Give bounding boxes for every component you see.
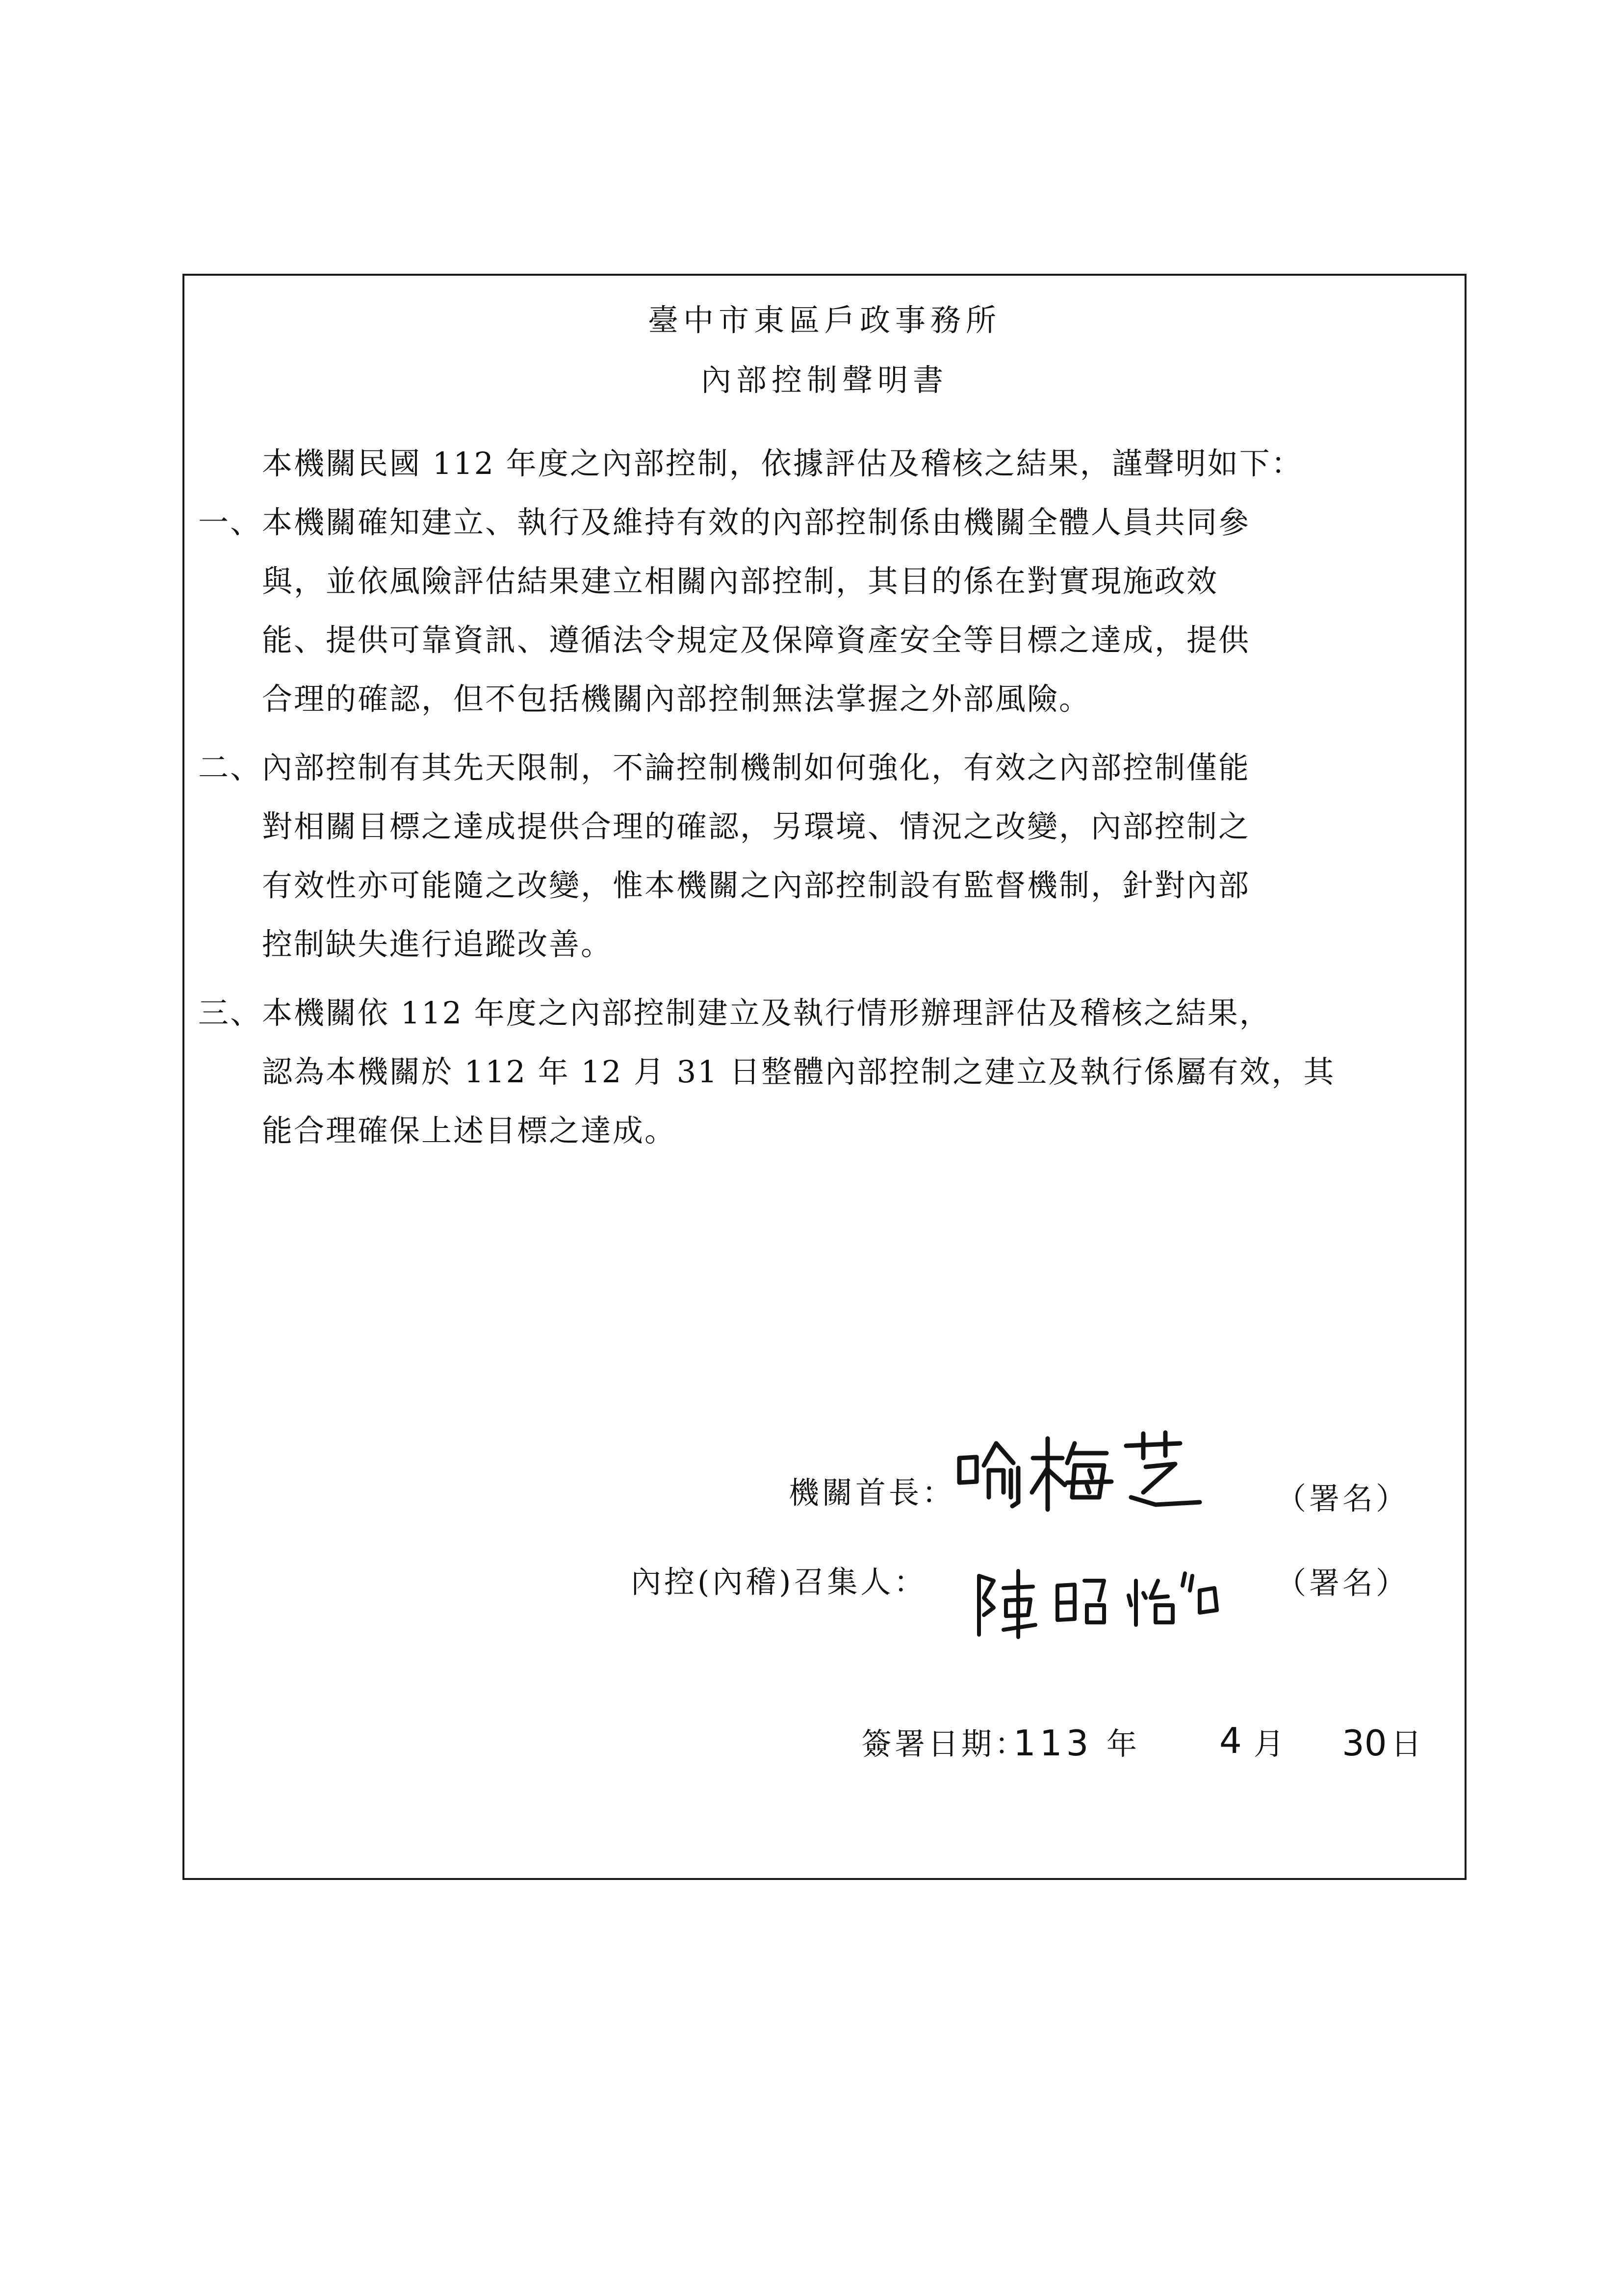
date-label: 簽署日期： bbox=[861, 1726, 1029, 1762]
item-1-line-2: 與，並依風險評估結果建立相關內部控制，其目的係在對實現施政效 bbox=[262, 563, 1219, 599]
intro-paragraph: 本機關民國 112 年度之內部控制，依據評估及稽核之結果，謹聲明如下： bbox=[262, 445, 1303, 481]
convener-signature-note: （署名） bbox=[1276, 1565, 1410, 1601]
date-day-unit: 日 bbox=[1391, 1726, 1425, 1762]
item-1-line-1: 本機關確知建立、執行及維持有效的內部控制係由機關全體人員共同參 bbox=[262, 504, 1251, 540]
item-1-line-3: 能、提供可靠資訊、遵循法令規定及保障資產安全等目標之達成，提供 bbox=[262, 622, 1251, 658]
convener-label: 內控(內稽)召集人： bbox=[631, 1564, 927, 1600]
date-year-handwritten: 113 bbox=[1013, 1722, 1093, 1764]
date-year-unit: 年 bbox=[1107, 1726, 1140, 1762]
date-month-unit: 月 bbox=[1254, 1726, 1287, 1762]
item-3-marker: 三、 bbox=[198, 995, 262, 1031]
convener-signature bbox=[969, 1551, 1244, 1644]
head-label: 機關首長： bbox=[789, 1475, 956, 1511]
item-3-line-3: 能合理確保上述目標之達成。 bbox=[262, 1113, 677, 1148]
head-signature bbox=[950, 1424, 1205, 1517]
statement-frame bbox=[182, 274, 1467, 1880]
item-2-line-2: 對相關目標之達成提供合理的確認，另環境、情況之改變，內部控制之 bbox=[262, 809, 1251, 844]
item-2-line-1: 內部控制有其先天限制，不論控制機制如何強化，有效之內部控制僅能 bbox=[262, 750, 1251, 785]
item-2-line-4: 控制缺失進行追蹤改善。 bbox=[262, 926, 613, 962]
document-title: 內部控制聲明書 bbox=[700, 362, 948, 398]
date-month-handwritten: 4 bbox=[1219, 1720, 1242, 1761]
date-day-handwritten: 30 bbox=[1342, 1722, 1387, 1764]
item-2-marker: 二、 bbox=[198, 750, 262, 785]
item-1-marker: 一、 bbox=[198, 504, 262, 540]
item-3-line-2: 認為本機關於 112 年 12 月 31 日整體內部控制之建立及執行係屬有效，其 bbox=[262, 1054, 1336, 1090]
item-2-line-3: 有效性亦可能隨之改變，惟本機關之內部控制設有監督機制，針對內部 bbox=[262, 867, 1251, 903]
head-signature-note: （署名） bbox=[1276, 1481, 1410, 1516]
item-1-line-4: 合理的確認，但不包括機關內部控制無法掌握之外部風險。 bbox=[262, 681, 1091, 717]
item-3-line-1: 本機關依 112 年度之內部控制建立及執行情形辦理評估及稽核之結果， bbox=[262, 995, 1271, 1031]
organization-name: 臺中市東區戶政事務所 bbox=[647, 302, 1001, 338]
